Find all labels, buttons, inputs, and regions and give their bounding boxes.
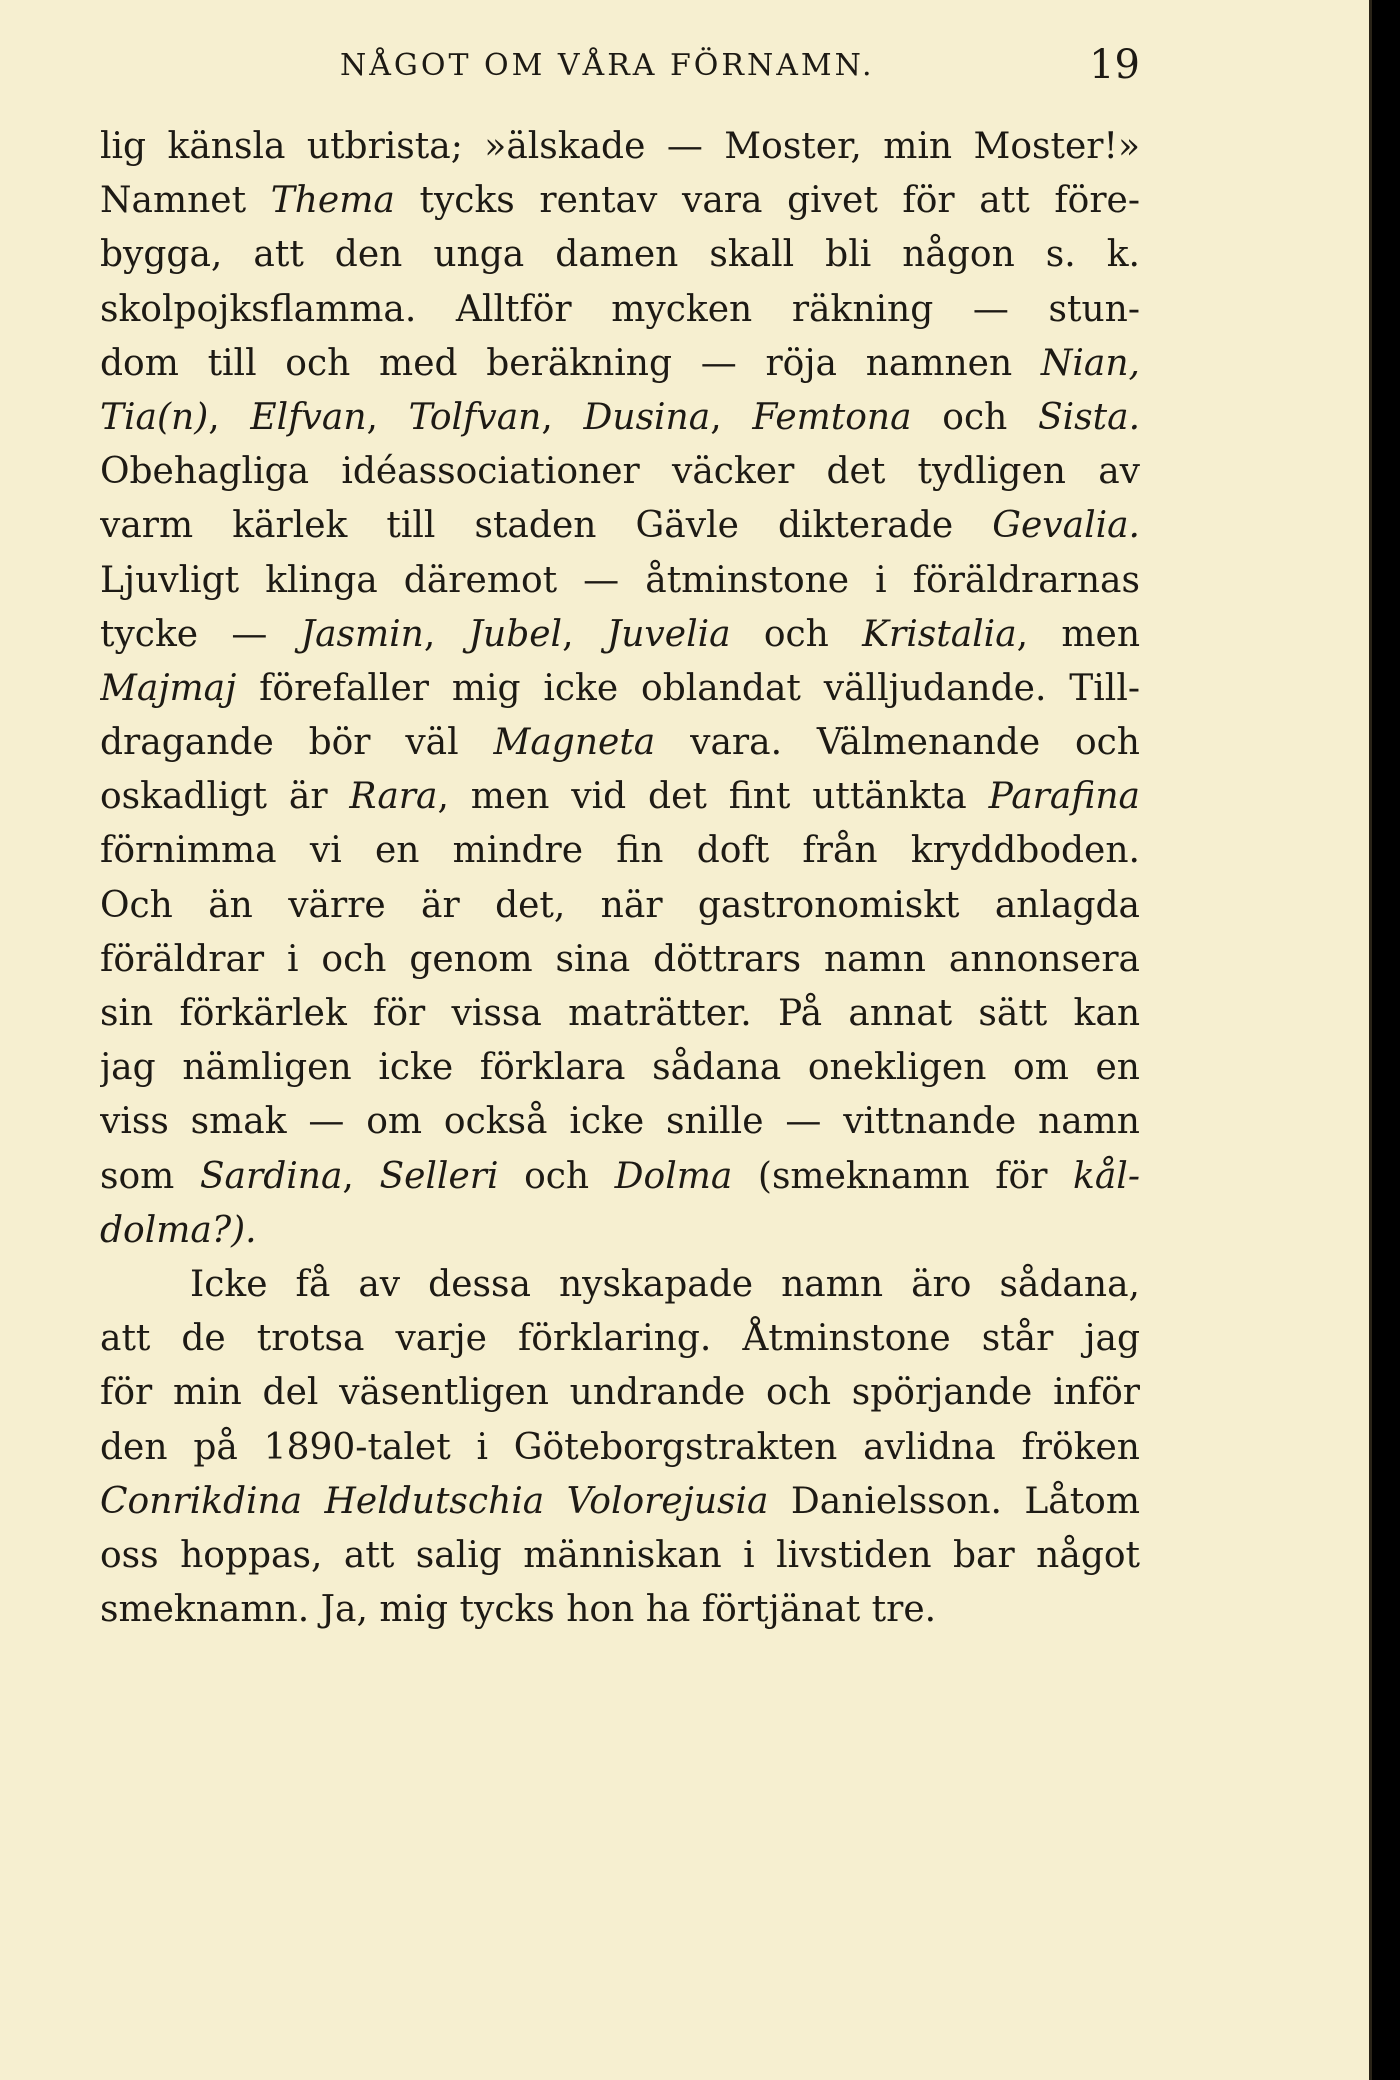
text-run: förefaller mig icke oblandat välljudande. Till- xyxy=(236,667,1140,709)
text-run: , xyxy=(208,396,251,438)
text-line xyxy=(100,499,1140,553)
text-run: Namnet xyxy=(100,180,271,222)
text-line xyxy=(100,1366,1140,1420)
text-run: och xyxy=(498,1155,615,1197)
text-line xyxy=(100,824,1140,878)
text-line xyxy=(100,770,1140,824)
italic-name: Jubel xyxy=(468,613,563,655)
italic-name: Juvelia xyxy=(606,613,731,655)
text-run: dragande bör väl xyxy=(100,722,494,764)
text-run: , men vid det fint uttänkta xyxy=(437,776,989,818)
italic-name: Parafina xyxy=(988,776,1140,818)
text-run: Och än värre är det, när gastronomiskt anlagda xyxy=(100,884,1140,926)
text-run: varm kärlek till staden Gävle dikterade xyxy=(100,505,993,547)
text-run: , xyxy=(342,1155,380,1197)
text-line xyxy=(100,1258,1140,1312)
italic-name: Jasmin xyxy=(300,613,424,655)
text-run: , men xyxy=(1016,613,1140,655)
text-run: skolpojksflamma. Alltför mycken räkning — stun- xyxy=(100,288,1140,330)
text-run: jag nämligen icke förklara sådana onekligen om en xyxy=(100,1047,1140,1089)
text-run: bygga, att den unga damen skall bli någon s. k. xyxy=(100,234,1140,276)
text-run: , xyxy=(562,613,607,655)
italic-name: Conrikdina Heldutschia Volorejusia xyxy=(100,1480,769,1522)
text-run: Icke få av dessa nyskapade namn äro sådana, xyxy=(190,1263,1140,1305)
text-line xyxy=(100,445,1140,499)
italic-name: Thema xyxy=(270,180,395,222)
text-line xyxy=(100,662,1140,716)
text-line xyxy=(100,1150,1140,1204)
text-run: tycks rentav vara givet för att före- xyxy=(394,180,1140,222)
text-line xyxy=(100,337,1140,391)
text-line xyxy=(100,1475,1140,1529)
italic-name: Femtona xyxy=(752,396,912,438)
text-line xyxy=(100,879,1140,933)
text-line xyxy=(100,1204,1140,1258)
text-run: (smeknamn för xyxy=(732,1155,1074,1197)
italic-name: Nian, xyxy=(1040,342,1140,384)
text-line xyxy=(100,283,1140,337)
text-run: och xyxy=(730,613,863,655)
italic-name: Kristalia xyxy=(862,613,1017,655)
text-run: lig känsla utbrista; »älskade — Moster, min Moster!» xyxy=(100,126,1140,167)
text-run: förnimma vi en mindre fin doft från kryddboden. xyxy=(100,830,1140,872)
text-line xyxy=(100,1421,1140,1475)
italic-name: Dolma xyxy=(614,1155,733,1197)
text-run: och xyxy=(911,396,1038,438)
text-run: vara. Välmenande och xyxy=(655,722,1140,764)
text-line xyxy=(100,987,1140,1041)
text-run: smeknamn. Ja, mig tycks hon ha förtjänat tre. xyxy=(100,1589,937,1631)
text-run: , xyxy=(541,396,584,438)
text-line xyxy=(100,228,1140,282)
text-line xyxy=(100,716,1140,770)
text-line xyxy=(100,1583,1140,1637)
italic-name: Tia(n) xyxy=(100,396,209,438)
page-number: 19 xyxy=(1089,42,1140,88)
italic-name: Magneta xyxy=(493,722,656,764)
text-line xyxy=(100,391,1140,445)
text-run: , xyxy=(366,396,409,438)
text-run: dom till och med beräkning — röja namnen xyxy=(100,342,1041,384)
text-run: att de trotsa varje förklaring. Åtminstone står jag xyxy=(100,1318,1140,1360)
page-header xyxy=(100,30,1140,110)
italic-name: Gevalia. xyxy=(992,505,1140,547)
italic-name: dolma?). xyxy=(100,1209,257,1251)
text-line xyxy=(100,608,1140,662)
italic-name: Sardina xyxy=(199,1155,343,1197)
text-run: , xyxy=(423,613,469,655)
text-run: för min del väsentligen undrande och spörjande inför xyxy=(100,1372,1140,1414)
text-line xyxy=(100,554,1140,608)
italic-name: Elfvan xyxy=(250,396,367,438)
text-run: oss hoppas, att salig människan i livstiden bar något xyxy=(100,1534,1140,1576)
italic-name: Tolfvan xyxy=(408,396,542,438)
text-line xyxy=(100,1529,1140,1583)
text-run: viss smak — om också icke snille — vittnande namn xyxy=(100,1101,1140,1143)
italic-name: Dusina xyxy=(583,396,711,438)
text-run: sin förkärlek för vissa maträtter. På annat sätt kan xyxy=(100,993,1140,1034)
text-run: föräldrar i och genom sina döttrars namn annonsera xyxy=(100,938,1140,980)
running-head: NÅGOT OM VÅRA FÖRNAMN. xyxy=(340,48,875,83)
text-line xyxy=(100,1095,1140,1149)
text-run: Ljuvligt klinga däremot — åtminstone i föräldrarnas xyxy=(100,559,1140,601)
italic-name: Rara xyxy=(349,776,438,818)
text-line xyxy=(100,1041,1140,1095)
text-run: tycke — xyxy=(100,613,301,655)
text-run: Obehagliga idéassociationer väcker det tydligen av xyxy=(100,451,1140,493)
text-line xyxy=(100,1312,1140,1366)
text-line xyxy=(100,174,1140,228)
text-run: som xyxy=(100,1155,200,1197)
italic-name: kål- xyxy=(1073,1155,1140,1197)
italic-name: Majmaj xyxy=(100,667,237,709)
italic-name: Selleri xyxy=(379,1155,499,1197)
italic-name: Sista. xyxy=(1038,396,1140,438)
text-run: oskadligt är xyxy=(100,776,350,818)
text-line xyxy=(100,933,1140,987)
body-text xyxy=(100,120,1140,1637)
text-run: den på 1890-talet i Göteborgstrakten avlidna fröken xyxy=(100,1426,1140,1468)
text-line xyxy=(100,120,1140,174)
text-run: Danielsson. Låtom xyxy=(768,1480,1140,1522)
text-run: , xyxy=(710,396,753,438)
